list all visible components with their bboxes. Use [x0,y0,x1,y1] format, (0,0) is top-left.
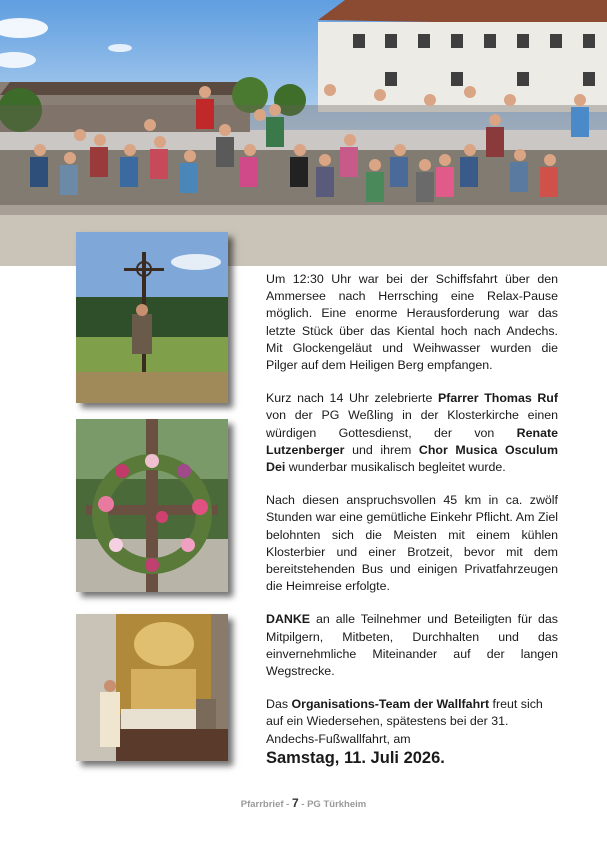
paragraph-danke: DANKE an alle Teilnehmer und Beteiligten für das Mitpilgern, Mitbeten, Durchhalten und das einvernehmliche Miteinander auf der langen Wegstrecke. [266,612,558,679]
group-photo [0,0,607,266]
photo-field-cross [76,232,228,403]
article-text [266,271,558,767]
paragraph-gottesdienst: Kurz nach 14 Uhr zelebrierte Pfarrer Thomas Ruf von der PG Weßling in der Klosterkirche einen würdigen Gottesdienst, der von Renate Lutzenberger und ihrem Chor Musica Osculum Dei wunderbar musikalisch begleitet wurde. [266,391,558,475]
page-footer [0,796,607,810]
paragraph-ammersee: Um 12:30 Uhr war bei der Schiffsfahrt über den Ammersee nach Herrsching eine Relax-Pause möglich. Eine enorme Herausforderung war das letzte Stück über das Kiental hoch nach Andechs. Mit Glockengeläut und Weihwasser wurden die Pilger auf dem Heiligen Berg empfangen. [266,272,558,373]
paragraph-einkehr: Nach diesen anspruchsvollen 45 km in ca. zwölf Stunden war eine gemütliche Einkehr Pflicht. Am Ziel belohnten sich die Meisten mit einem kühlen Klosterbier und einer Brotzeit, bevor mit dem bereitstehenden Bus und einigen Privatfahrzeugen die Heimreise erfolgte. [266,493,558,594]
footer-left: Pfarrbrief - [240,799,292,810]
footer-right: - PG Türkheim [298,799,367,810]
paragraph-wiedersehen: Das Organisations-Team der Wallfahrt freut sich auf ein Wiedersehen, spätestens bei der 31. Andechs-Fußwallfahrt, am [266,697,543,746]
event-date: Samstag, 11. Juli 2026. [266,748,445,767]
photo-church-altar [76,614,228,761]
photo-flower-wreath [76,419,228,592]
page-number: 7 [291,796,299,810]
